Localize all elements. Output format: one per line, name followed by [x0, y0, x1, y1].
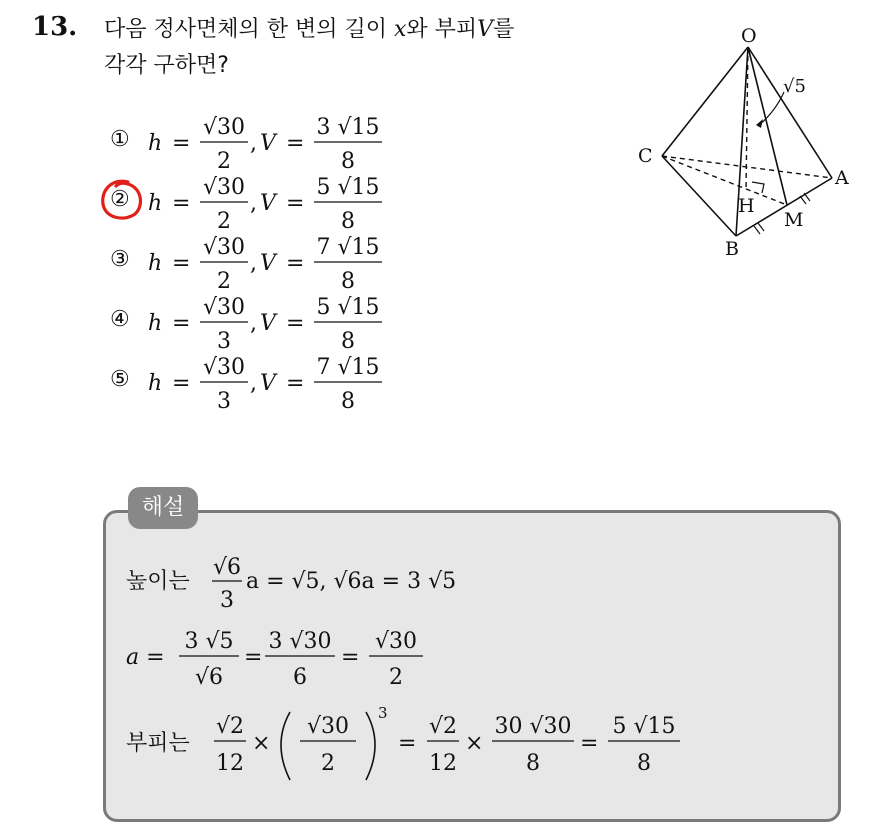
equals-sign: = — [286, 191, 305, 216]
h-denominator: 2 — [217, 209, 231, 234]
fraction-denominator: 2 — [389, 665, 403, 690]
choice-math — [148, 292, 398, 354]
choice-marker: ⑤ — [110, 367, 130, 392]
choice-marker: ④ — [110, 307, 130, 332]
h-numerator: √30 — [202, 115, 246, 140]
question-line-2: 각각 구하면? — [104, 53, 229, 78]
right-paren — [366, 712, 375, 780]
variable-v: V — [260, 131, 276, 156]
label-a: A — [835, 167, 849, 189]
arrow-head-icon — [756, 119, 763, 128]
equals-sign: = — [580, 731, 599, 756]
fraction-numerator: 3 √30 — [268, 629, 332, 654]
equals-sign: = — [286, 131, 305, 156]
choice-item[interactable] — [110, 112, 410, 172]
question-text-part: 다음 정사면체의 한 변의 길이 — [104, 17, 394, 42]
equals-sign: = — [398, 731, 417, 756]
h-denominator: 3 — [217, 329, 231, 354]
choice-math — [148, 112, 398, 174]
edge-cb — [662, 156, 736, 236]
equals-sign: = — [244, 645, 263, 670]
variable-x: x — [394, 17, 407, 42]
variable-v: V — [260, 251, 276, 276]
fraction-denominator: 12 — [216, 751, 244, 776]
answer-circle-mark — [98, 176, 148, 226]
solution-prefix: 높이는 — [126, 569, 190, 594]
edge-oc — [662, 47, 748, 156]
solution-line-3-math — [122, 700, 722, 790]
edge-oa — [748, 47, 832, 178]
v-denominator: 8 — [341, 149, 355, 174]
h-denominator: 2 — [217, 269, 231, 294]
v-numerator: 5 √15 — [316, 295, 380, 320]
equals-sign: = — [286, 311, 305, 336]
question-number: 13. — [32, 12, 78, 42]
fraction-denominator: 12 — [429, 751, 457, 776]
question-line-1 — [104, 12, 514, 48]
choice-marker: ③ — [110, 247, 130, 272]
question-text-part: 를 — [493, 17, 515, 42]
choice-item[interactable] — [110, 172, 410, 232]
equals-sign: = — [286, 251, 305, 276]
slant-om — [748, 47, 787, 205]
label-o: O — [741, 25, 757, 47]
fraction-numerator: 3 √5 — [184, 629, 234, 654]
h-numerator: √30 — [202, 355, 246, 380]
v-numerator: 7 √15 — [316, 355, 380, 380]
h-numerator: √30 — [202, 175, 246, 200]
fraction-numerator: 30 √30 — [494, 714, 572, 739]
fraction-numerator: √6 — [212, 555, 242, 580]
v-denominator: 8 — [341, 389, 355, 414]
solution-label: 해설 — [128, 487, 198, 529]
v-numerator: 3 √15 — [316, 115, 380, 140]
fraction-numerator: 5 √15 — [612, 714, 676, 739]
fraction-denominator: 6 — [293, 665, 307, 690]
fraction-numerator: √2 — [215, 714, 245, 739]
tick-mark — [800, 196, 806, 204]
fraction-denominator: 3 — [220, 588, 234, 613]
variable-h: h — [148, 371, 163, 396]
variable-h: h — [148, 251, 163, 276]
solution-line-2-math — [122, 624, 542, 694]
tick-mark — [754, 226, 760, 234]
equals-sign: = — [172, 131, 191, 156]
equals-sign: = — [172, 371, 191, 396]
comma: , — [250, 191, 257, 216]
label-c: C — [638, 145, 653, 167]
solution-line-2 — [122, 624, 542, 694]
variable-h: h — [148, 191, 163, 216]
label-h: H — [738, 195, 755, 217]
left-paren — [281, 712, 290, 780]
solution-expression: a = √5, √6a = 3 √5 — [246, 569, 457, 594]
variable-h: h — [148, 131, 163, 156]
comma: , — [250, 311, 257, 336]
choice-item[interactable] — [110, 232, 410, 292]
choice-math — [148, 352, 398, 414]
choice-marker: ① — [110, 127, 130, 152]
variable-v: V — [477, 17, 494, 42]
right-angle-mark — [752, 182, 764, 193]
comma: , — [250, 371, 257, 396]
median-cm-hidden — [662, 156, 787, 205]
label-b: B — [725, 238, 739, 260]
fraction-denominator: √6 — [194, 665, 224, 690]
tick-mark — [758, 223, 764, 231]
variable-v: V — [260, 191, 276, 216]
question-text-part: 와 부피 — [406, 17, 478, 42]
h-denominator: 3 — [217, 389, 231, 414]
choice-item[interactable] — [110, 352, 410, 412]
v-denominator: 8 — [341, 209, 355, 234]
equals-sign: = — [341, 645, 360, 670]
variable-v: V — [260, 311, 276, 336]
fraction-numerator: √2 — [428, 714, 458, 739]
solution-line-1-math — [122, 548, 542, 618]
times-sign: × — [465, 731, 484, 756]
choice-math — [148, 232, 398, 294]
equals-sign: = — [172, 191, 191, 216]
edge-length-label: √5 — [783, 76, 806, 97]
choice-item[interactable] — [110, 292, 410, 352]
equals-sign: = — [286, 371, 305, 396]
comma: , — [250, 131, 257, 156]
exponent: 3 — [378, 704, 388, 722]
tetrahedron-figure — [630, 20, 860, 265]
fraction-numerator: √30 — [306, 714, 350, 739]
comma: , — [250, 251, 257, 276]
solution-line-3 — [122, 700, 722, 790]
answer-circle-stroke — [103, 181, 141, 218]
v-numerator: 5 √15 — [316, 175, 380, 200]
variable-h: h — [148, 311, 163, 336]
label-m: M — [784, 209, 804, 231]
solution-prefix: 부피는 — [126, 731, 190, 756]
v-numerator: 7 √15 — [316, 235, 380, 260]
tick-mark — [804, 193, 810, 201]
v-denominator: 8 — [341, 269, 355, 294]
solution-lhs: a = — [126, 645, 165, 670]
equals-sign: = — [172, 311, 191, 336]
question-text — [104, 12, 514, 84]
choice-math — [148, 172, 398, 234]
choice-marker: ② — [110, 187, 130, 212]
h-denominator: 2 — [217, 149, 231, 174]
fraction-denominator: 8 — [637, 751, 651, 776]
variable-v: V — [260, 371, 276, 396]
times-sign: × — [252, 731, 271, 756]
solution-line-1 — [122, 548, 542, 618]
equals-sign: = — [172, 251, 191, 276]
h-numerator: √30 — [202, 295, 246, 320]
fraction-denominator: 2 — [321, 751, 335, 776]
fraction-denominator: 8 — [526, 751, 540, 776]
v-denominator: 8 — [341, 329, 355, 354]
h-numerator: √30 — [202, 235, 246, 260]
fraction-numerator: √30 — [374, 629, 418, 654]
